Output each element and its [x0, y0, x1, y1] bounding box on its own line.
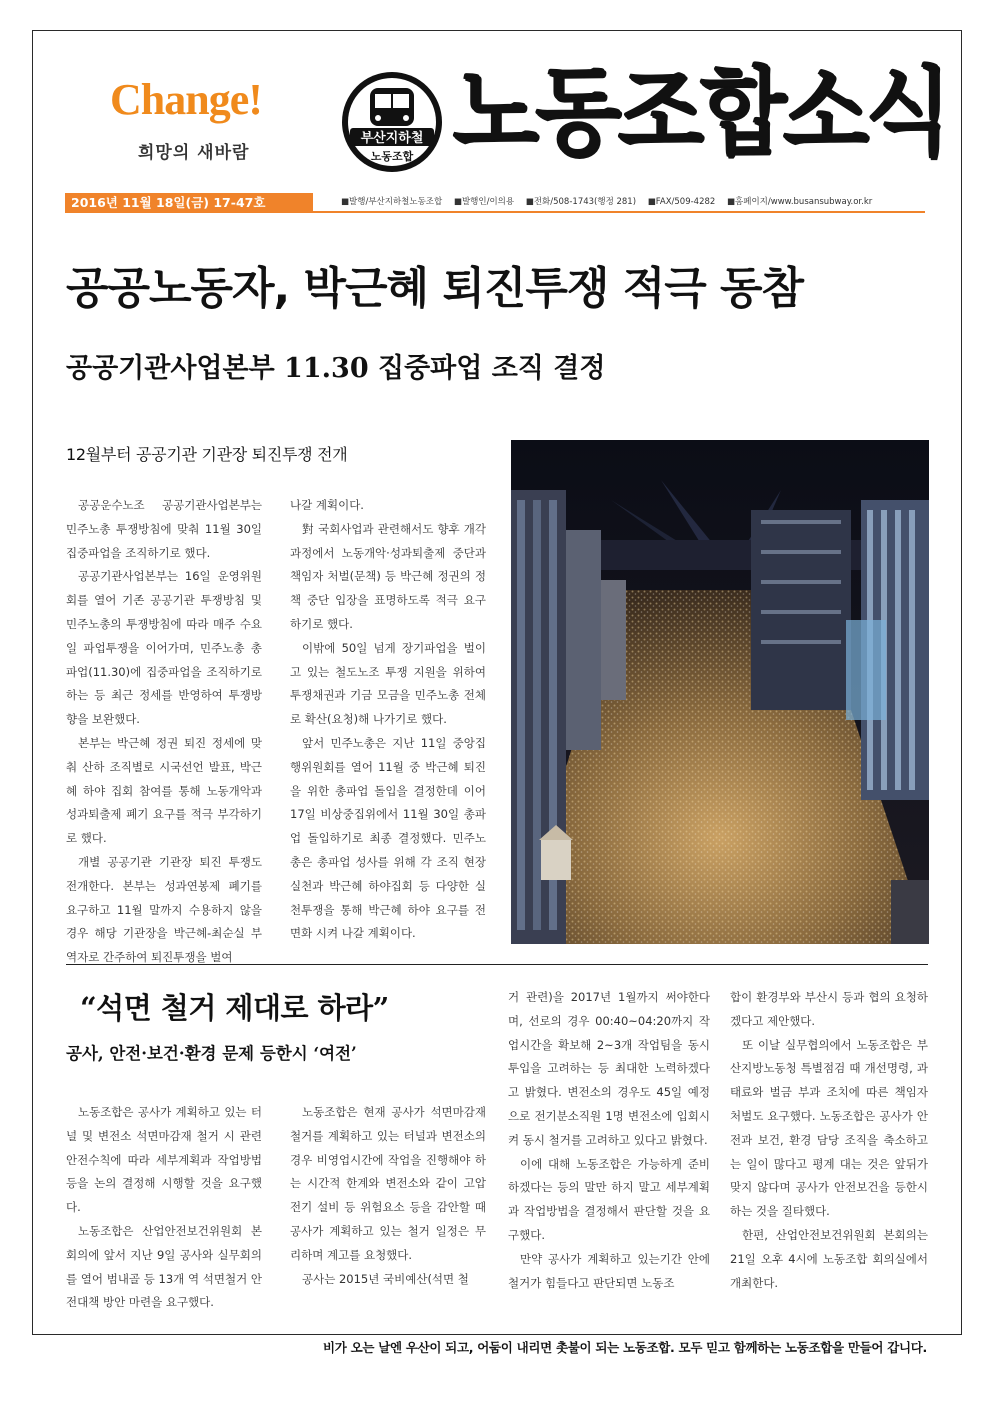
change-logo: Change! [110, 75, 262, 124]
lead-column-1 [66, 494, 262, 970]
svg-text:부산지하철: 부산지하철 [360, 131, 424, 146]
paragraph: 앞서 민주노총은 지난 11일 중앙집행위원회를 열어 11월 중 박근혜 퇴진을 위한 총파업 돌입을 결정한데 이어 17일 비상중집위에서 11월 30일 총파업 돌입하기로 최종 결정했다. 민주노총은 총파업 성사를 위해 각 조직 현장 실천과 박근혜 하야집회 등 다양한 실천투쟁을 통해 박근혜 하야 요구를 전면화 시켜 나갈 계획이다. [290, 735, 486, 941]
footer-motto: 비가 오는 날엔 우산이 되고, 어둠이 내리면 촛불이 되는 노동조합. 모두 믿고 함께하는 노동조합을 만들어 갑니다. [322, 1340, 927, 1355]
slogan: 희망의 새바람 [138, 143, 250, 163]
lead-subhead: 공공기관사업본부 11.30 집중파업 조직 결정 [66, 353, 606, 384]
paragraph: 나갈 계획이다. [290, 498, 364, 512]
lead-headline: 공공노동자, 박근혜 퇴진투쟁 적극 동참 [66, 263, 804, 314]
union-seal-logo [340, 70, 444, 174]
svg-text:노동조합: 노동조합 [370, 150, 414, 163]
fax: ■FAX/509-4282 [647, 197, 716, 207]
second-headline: “석면 철거 제대로 하라” [80, 991, 389, 1025]
paragraph: 개별 공공기관 기관장 퇴진 투쟁도 전개한다. 본부는 성과연봉제 폐기를 요구하고 11월 말까지 수용하지 않을 경우 해당 기관장을 박근혜-최순실 부역자로 간주하여 퇴진투쟁을 벌여 [66, 854, 262, 965]
phone: ■전화/508-1743(행정 281) [525, 197, 637, 207]
paragraph: 또 이날 실무협의에서 노동조합은 부산지방노동청 특별점검 때 개선명령, 과태료와 벌금 부과 조치에 따른 책임자 처벌도 요구했다. 노동조합은 공사가 안전과 보건, 환경 담당 조직을 축소하고는 일이 많다고 평계 대는 것은 앞뒤가 맞지 않다며 공사가 안전보건을 등한시하는 것을 질타했다. [730, 1037, 928, 1219]
paragraph: 노동조합은 현재 공사가 석면마감재 철거를 계획하고 있는 터널과 변전소의 경우 비영업시간에 작업을 진행해야 하는 시간적 한계와 변전소와 같이 고압전기 설비 등 위험요소 등을 감안할 때 공사가 계획하고 있는 철거 일정은 무리하며 계고를 요청했다. [290, 1105, 486, 1262]
masthead-title: 노동조합소식 [452, 56, 948, 168]
second-column-3 [508, 986, 710, 1295]
paragraph: 공공기관사업본부는 16일 운영위원회를 열어 기존 공공기관 투쟁방침 및 민주노총의 투쟁방침에 따라 매주 수요일 파업투쟁을 이어가며, 민주노총 총파업(11.30)에 집중파업을 조직하기로 하는 등 최근 정세를 반영하여 투쟁방향을 보완했다. [66, 569, 262, 727]
second-column-1 [66, 1101, 262, 1315]
paragraph: 공사는 2015년 국비예산(석면 철 [302, 1271, 469, 1286]
lead-kicker: 12월부터 공공기관 기관장 퇴진투쟁 전개 [66, 445, 348, 464]
paragraph: 거 관련)을 2017년 1월까지 써야한다며, 선로의 경우 00:40~04:20까지 작업시간을 확보해 2~3개 작업팀을 동시 투입을 고려하는 등 최대한 노력하겠다고 밝혔다. 변전소의 경우도 45일 예정으로 전기분소직원 1명 변전소에 입회시켜 동시 철거를 고려하고 있다고 밝혔다. [508, 990, 710, 1147]
paragraph: 합이 환경부와 부산시 등과 협의 요청하겠다고 제안했다. [730, 990, 928, 1028]
section-divider [66, 964, 928, 965]
paragraph: 對 국회사업과 관련해서도 향후 개각 과정에서 노동개악·성과퇴출제 중단과 책임자 처벌(문책) 등 박근혜 정권의 정책 중단 입장을 표명하도록 적극 요구하기로 했다. [290, 521, 486, 631]
paragraph: 이밖에 50일 넘게 장기파업을 벌이고 있는 철도노조 투쟁 지원을 위하여 투쟁채권과 기금 모금을 민주노총 전체로 확산(요청)해 나가기로 했다. [290, 640, 486, 727]
paragraph: 공공운수노조 공공기관사업본부는 민주노총 투쟁방침에 맞춰 11월 30일 집중파업을 조직하기로 했다. [66, 498, 262, 560]
second-subhead: 공사, 안전·보건·환경 문제 등한시 ‘여전’ [66, 1044, 357, 1063]
issue-dateline: 2016년 11월 18일(금) 17-47호 [65, 193, 313, 213]
second-column-4 [730, 986, 928, 1295]
homepage: ■홈페이지/www.busansubway.or.kr [727, 197, 873, 207]
publisher-info-bar [313, 193, 925, 213]
paragraph: 만약 공사가 계획하고 있는기간 안에 철거가 힘들다고 판단되면 노동조 [508, 1251, 710, 1290]
rally-night-photo [511, 440, 929, 944]
publisher-person: ■발행인/이의용 [453, 197, 515, 207]
lead-column-2 [290, 494, 486, 946]
publisher: ■발행/부산지하철노동조합 [341, 197, 443, 207]
paragraph: 한편, 산업안전보건위원회 본회의는 21일 오후 4시에 노동조합 회의실에서 개최한다. [730, 1227, 928, 1290]
second-column-2 [290, 1101, 486, 1291]
paragraph: 노동조합은 산업안전보건위원회 본회의에 앞서 지난 9일 공사와 실무회의를 열어 범내골 등 13개 역 석면철거 안전대책 방안 마련을 요구했다. [66, 1223, 262, 1310]
paragraph: 본부는 박근혜 정권 퇴진 정세에 맞춰 산하 조직별로 시국선언 발표, 박근혜 하야 집회 참여를 통해 노동개악과 성과퇴출제 폐기 요구를 적극 부각하기로 했다. [66, 735, 262, 846]
paragraph: 이에 대해 노동조합은 가능하게 준비하겠다는 등의 말만 하지 말고 세부계획과 작업방법을 결정해서 판단할 것을 요구했다. [508, 1156, 710, 1242]
paragraph: 노동조합은 공사가 계획하고 있는 터널 및 변전소 석면마감재 철거 시 관련 안전수칙에 따라 세부계획과 작업방법 등을 논의 결정해 시행할 것을 요구했다. [66, 1105, 262, 1215]
